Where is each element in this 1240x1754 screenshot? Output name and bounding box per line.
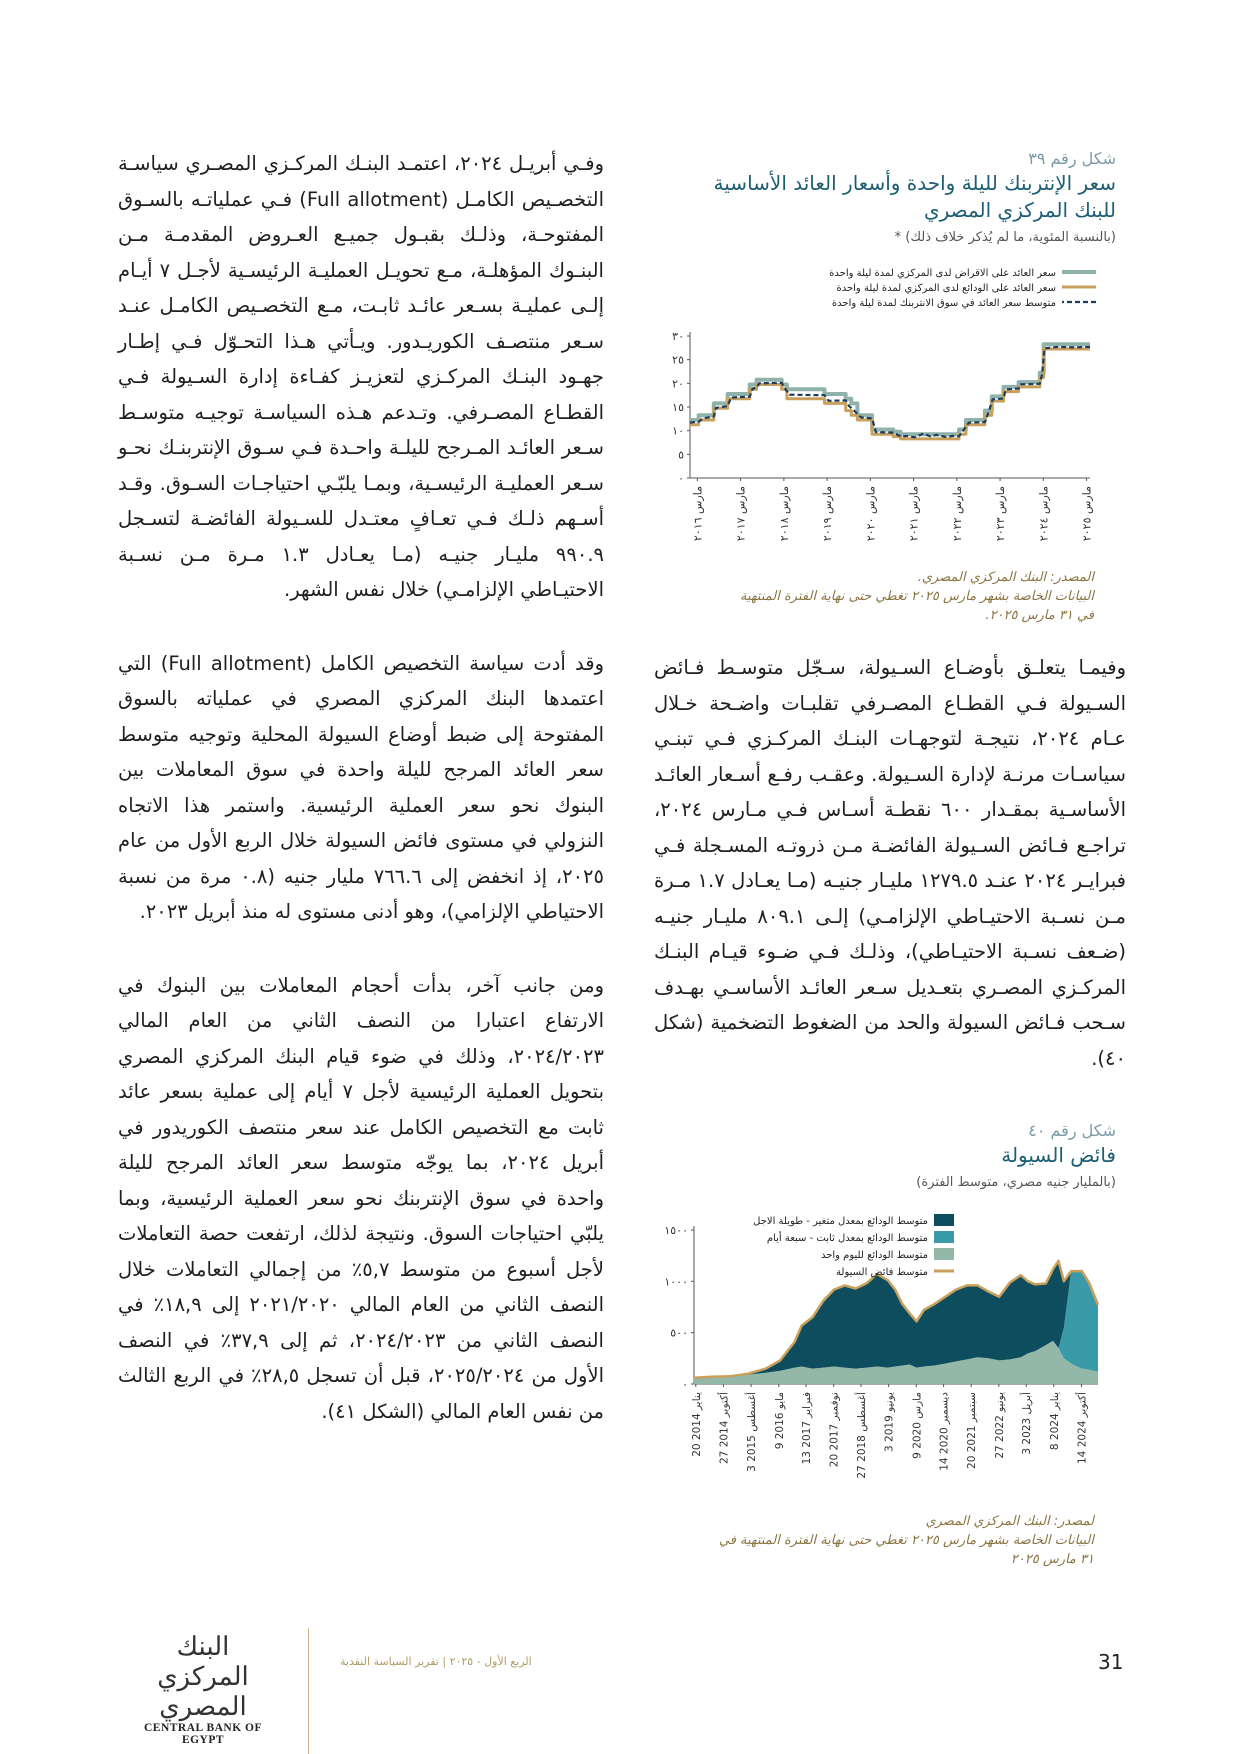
x-tick-label: 27 يونيو 2022 [993,1392,1006,1459]
legend-label: متوسط الودائع بمعدل متغير - طويلة الاجل [753,1216,928,1227]
y-tick-label: ١٠ [672,424,684,438]
source-line: المصدر: البنك المركزي المصري. [917,570,1094,585]
figure-subtitle: (بالمليار جنيه مصري، متوسط الفترة) [916,1175,1116,1190]
x-tick-label: 27 أغسطس 2018 [855,1392,868,1479]
x-tick-label: 3 أغسطس 2015 [746,1392,759,1472]
figure-label: شكل رقم ٤٠ [1028,1121,1116,1140]
figure-39-header [654,148,1116,248]
x-tick-label: 9 مارس 2020 [911,1392,924,1459]
figure-39-source [654,568,1094,625]
figure-subtitle: (بالنسبة المئوية، ما لم يُذكر خلاف ذلك) * [894,230,1116,245]
footer-divider [308,1628,309,1754]
y-tick-label: ٢٠ [672,377,684,391]
x-tick-label: 3 أبريل 2023 [1021,1392,1034,1455]
source-line: البيانات الخاصة بشهر مارس ٢٠٢٥ تغطي حتى نهاية الفترة المنتهية [740,589,1094,604]
legend-swatch [934,1231,954,1243]
page-number: 31 [1098,1650,1124,1674]
y-tick-label: ٥٠٠ [670,1326,688,1340]
legend-label: متوسط فائض السيولة [836,1267,928,1278]
legend-swatch [934,1214,954,1226]
source-line: لمصدر: البنك المركزي المصري [925,1514,1094,1529]
chart-interbank-rates [654,258,1116,570]
x-tick-label: مارس ٢٠٢٤ [1037,486,1051,542]
right-column [654,650,1126,1114]
legend-label: متوسط سعر العائد في سوق الانتربنك لمدة ليلة واحدة [831,298,1056,309]
x-tick-label: 14 ديسمبر 2020 [938,1392,951,1471]
y-tick-label: ١٠٠٠ [664,1275,688,1289]
legend-label: متوسط الودائع بمعدل ثابت - سبعة أيام [766,1233,928,1244]
y-tick-label: ٥ [678,448,684,462]
paragraph: وفـي أبريـل ٢٠٢٤، اعتمـد البنـك المركـزي المصـري سياسـة التخصـيص الكامـل (Full allotment) فـي عملياتـه بالسـوق المفتوحـة، وذلـك بقبـول جميـع العـروض المقدمـة مـن البنـوك المؤهلـة، مـع تحويـل العمليـة الرئيسـية لأجـل ٧ أيـام إلـى عمليـة بسـعر عائـد ثابـت، مـع التخصـيص الكامـل عنـد سـعر منتصـف الكوريـدور. ويـأتي هـذا التحـوّل فـي إطـار جهـود البنـك المركـزي لتعزيـز كفـاءة إدارة السـيولة فـي القطـاع المصـرفي. وتـدعم هـذه السياسـة توجيـه متوسـط سـعر العائـد المـرجح لليلـة واحـدة فـي سـوق الإنتربنـك نحـو سـعر العمليـة الرئيسـية، وبمـا يلبّـي احتياجـات السـوق. وقـد أسـهم ذلـك فـي تعـافٍ معتـدل للسـيولة الفائضـة لتسـجل ٩٩٠.٩ مليـار جنيـه (مـا يعـادل ١.٣ مـرة مـن نسـبة الاحتيـاطي الإلزامـي) خلال نفس الشهر. [118,152,604,601]
x-tick-label: 8 يناير 2024 [1048,1392,1061,1451]
legend-label: سعر العائد على الودائع لدى المركزي لمدة ليلة واحدة [836,283,1056,294]
y-tick-label: ١٥٠٠ [664,1224,688,1237]
paragraph: وفيمـا يتعلـق بأوضـاع السـيولة، سـجّل متوسـط فـائض السـيولة فـي القطـاع المصـرفي تقلبـات واضـحة خـلال عـام ٢٠٢٤، نتيجـة لتوجهـات البنـك المركـزي فـي تبنـي سياسـات مرنـة لإدارة السـيولة. وعقـب رفـع أسـعار العائـد الأساسـية بمقـدار ٦٠٠ نقطـة أسـاس فـي مـارس ٢٠٢٤، تراجـع فـائض السـيولة الفائضـة مـن ذروتـه المسـجلة فـي فبرايـر ٢٠٢٤ عنـد ١٢٧٩.٥ مليـار جنيـه (مـا يعـادل ١.٧ مـرة مـن نسـبة الاحتيـاطي الإلزامـي) إلـى ٨٠٩.١ مليـار جنيـه (ضـعف نسـبة الاحتيـاطي)، وذلـك فـي ضـوء قيـام البنـك المركـزي المصـري بتعـديل سـعر العائـد الأساسـي بهـدف سـحب فـائض السيولة والحد من الضغوط التضخمية (شكل ٤٠). [654,656,1127,1070]
y-tick-label: ٣٠ [672,330,684,343]
figure-title: فائض السيولة [1001,1143,1116,1167]
x-tick-label: مارس ٢٠٢٠ [864,486,878,542]
x-tick-label: مارس ٢٠١٧ [734,486,748,542]
left-column [118,146,604,1467]
figure-title: للبنك المركزي المصري [923,198,1116,222]
x-tick-label: 20 سبتمبر 2021 [966,1392,979,1469]
legend-label: سعر العائد على الاقراض لدى المركزي لمدة ليلة واحدة [829,268,1056,279]
report-title: الربع الأول - ٢٠٢٥ | تقرير السياسة النقدية [340,1655,532,1668]
figure-label: شكل رقم ٣٩ [1028,149,1116,168]
x-tick-label: 20 نوفمبر 2017 [828,1392,841,1468]
x-tick-label: مارس ٢٠١٩ [821,486,835,542]
x-tick-label: مارس ٢٠٢٢ [950,486,964,542]
figure-40-header [654,1120,1116,1193]
y-tick-label: ٠ [678,472,684,485]
x-tick-label: 14 أكتوبر 2024 [1076,1392,1089,1464]
figure-title: سعر الإنتربنك لليلة واحدة وأسعار العائد الأساسية [713,171,1116,195]
x-tick-label: مارس ٢٠٢١ [907,486,921,542]
figure-40-source [654,1512,1094,1569]
y-tick-label: ٢٥ [672,353,684,367]
x-tick-label: 20 يناير 2014 [690,1392,703,1457]
x-tick-label: 9 مايو 2016 [773,1392,786,1450]
y-tick-label: ٠ [682,1378,688,1391]
paragraph: ومن جانب آخر، بدأت أحجام المعاملات بين البنوك في الارتفاع اعتبارا من النصف الثاني من العام المالي ٢٠٢٤/٢٠٢٣، وذلك في ضوء قيام البنك المركزي المصري بتحويل العملية الرئيسية لأجل ٧ أيام إلى عملية بسعر عائد ثابت مع التخصيص الكامل عند سعر منتصف الكوريدور في أبريل ٢٠٢٤، بما يوجّه متوسط سعر العائد المرجح لليلة واحدة في سوق الإنتربنك نحو سعر العملية الرئيسية، وبما يلبّي احتياجات السوق. ونتيجة لذلك، ارتفعت حصة التعاملات لأجل أسبوع من متوسط ٥,٧٪ من إجمالي التعاملات خلال النصف الثاني من العام المالي ٢٠٢١/٢٠٢٠ إلى ١٨,٩٪ في النصف الثاني من ٢٠٢٤/٢٠٢٣، ثم إلى ٣٧,٩٪ في النصف الأول من ٢٠٢٥/٢٠٢٤، قبل أن تسجل ٢٨,٥٪ في الربع الثالث من نفس العام المالي (الشكل ٤١). [118,973,605,1423]
x-tick-label: مارس ٢٠٢٥ [1080,486,1094,542]
x-tick-label: 13 فبراير 2017 [801,1392,814,1465]
x-tick-label: مارس ٢٠١٦ [691,486,705,542]
legend-swatch [934,1248,954,1260]
logo-english: CENTRAL BANK OF EGYPT [143,1722,263,1746]
y-tick-label: ١٥ [672,401,684,414]
logo-arabic: البنك المركزي المصري [157,1632,249,1722]
x-tick-label: 3 يونيو 2019 [883,1392,896,1452]
paragraph: وقد أدت سياسة التخصيص الكامل (Full allotment) التي اعتمدها البنك المركزي المصري في عملياته بالسوق المفتوحة إلى ضبط أوضاع السيولة المحلية وتوجيه متوسط سعر العائد المرجح لليلة واحدة في سوق المعاملات بين البنوك نحو سعر العملية الرئيسية. واستمر هذا الاتجاه النزولي في مستوى فائض السيولة خلال الربع الأول من عام ٢٠٢٥، إذ انخفض إلى ٧٦٦.٦ مليار جنيه (٠.٨ مرة من نسبة الاحتياطي الإلزامي)، وهو أدنى مستوى له منذ أبريل ٢٠٢٣. [118,651,605,923]
x-tick-label: 27 أكتوبر 2014 [718,1392,731,1464]
x-tick-label: مارس ٢٠١٨ [777,486,791,542]
central-bank-logo [128,1632,278,1746]
legend-label: متوسط الودائع لليوم واحد [820,1250,928,1261]
source-line: البيانات الخاصة بشهر مارس ٢٠٢٥ تغطي حتى نهاية الفترة المنتهية في [718,1533,1094,1548]
source-line: ٣١ مارس ٢٠٢٥ [1010,1552,1094,1567]
chart-excess-liquidity [654,1208,1116,1508]
x-tick-label: مارس ٢٠٢٣ [994,486,1008,542]
source-line: في ٣١ مارس ٢٠٢٥. [985,608,1094,623]
